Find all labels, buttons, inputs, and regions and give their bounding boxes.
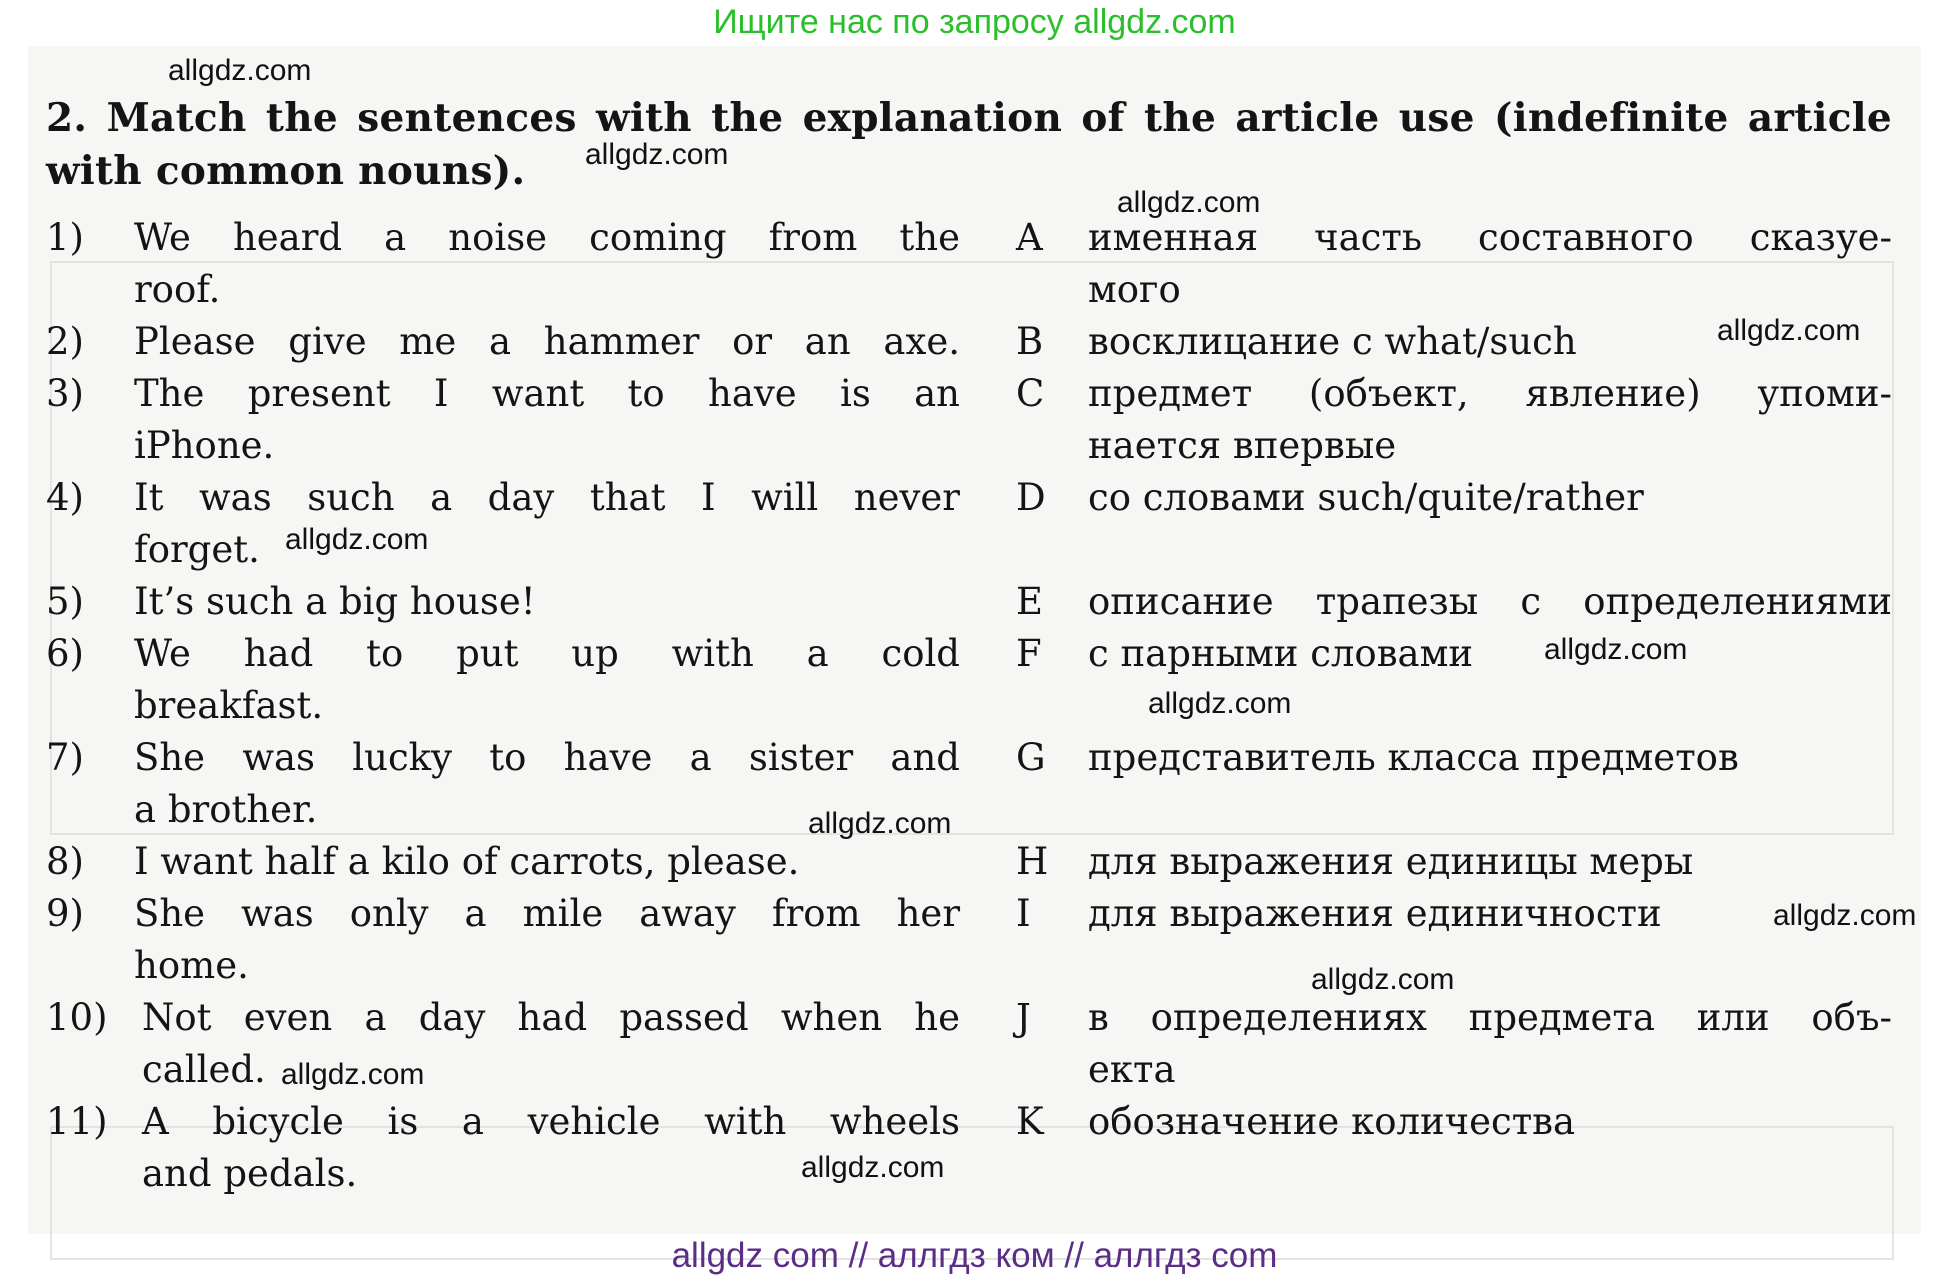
watermark: allgdz.com — [801, 1151, 945, 1184]
watermark: allgdz.com — [168, 54, 312, 87]
sentence-number: 6) — [46, 632, 84, 675]
explanation-letter: K — [1016, 1100, 1044, 1143]
watermark: allgdz.com — [285, 523, 429, 556]
watermark: allgdz.com — [1717, 314, 1861, 347]
explanation-d: со словами such/quite/rather — [1088, 476, 1644, 519]
explanation-letter: F — [1016, 632, 1042, 675]
sentence-number: 10) — [46, 996, 108, 1039]
explanation-letter: D — [1016, 476, 1046, 519]
sentence-10: Not even a day had passed when he called. — [142, 996, 960, 1091]
sentence-number: 4) — [46, 476, 84, 519]
sentence-9: She was only a mile away from her home. — [134, 892, 960, 987]
explanation-e: описание трапезы с определениями — [1088, 580, 1892, 623]
explanation-letter: B — [1016, 320, 1044, 363]
explanation-letter: H — [1016, 840, 1049, 883]
watermark: allgdz.com — [1544, 633, 1688, 666]
sentence-7: She was lucky to have a sister and a brother. — [134, 736, 960, 831]
watermark: allgdz.com — [1311, 963, 1455, 996]
sentence-11: A bicycle is a vehicle with wheels and pedals. — [142, 1100, 960, 1195]
sentence-8: I want half a kilo of carrots, please. — [134, 840, 800, 883]
explanation-a: именная часть составного сказуе- мого — [1088, 216, 1892, 311]
explanation-letter: I — [1016, 892, 1031, 935]
sentence-number: 3) — [46, 372, 84, 415]
sentence-1: We heard a noise coming from the roof. — [134, 216, 960, 311]
watermark: allgdz.com — [1117, 186, 1261, 219]
watermark: allgdz.com — [1773, 899, 1917, 932]
watermark: allgdz.com — [1148, 687, 1292, 720]
sentence-2: Please give me a hammer or an axe. — [134, 320, 960, 363]
explanation-i: для выражения единичности — [1088, 892, 1662, 935]
explanation-h: для выражения единицы меры — [1088, 840, 1694, 883]
explanation-letter: A — [1016, 216, 1043, 259]
sentence-number: 11) — [46, 1100, 108, 1143]
site-footer[interactable]: allgdz com // аллгдз ком // аллгдз com — [671, 1236, 1278, 1275]
explanation-letter: G — [1016, 736, 1046, 779]
sentence-number: 8) — [46, 840, 84, 883]
explanation-b: восклицание с what/such — [1088, 320, 1577, 363]
exercise-title: 2. Match the sentences with the explanation of the article use (indefinite article with common nouns). — [46, 95, 1892, 194]
sentence-number: 7) — [46, 736, 84, 779]
sentence-number: 5) — [46, 580, 84, 623]
sentence-3: The present I want to have is an iPhone. — [134, 372, 960, 467]
sentence-4: It was such a day that I will never forget. — [134, 476, 960, 571]
explanation-k: обозначение количества — [1088, 1100, 1576, 1143]
explanation-j: в определениях предмета или объ- екта — [1088, 996, 1892, 1091]
watermark: allgdz.com — [585, 138, 729, 171]
sentence-number: 2) — [46, 320, 84, 363]
explanation-letter: J — [1016, 996, 1031, 1039]
explanation-c: предмет (объект, явление) упоми- нается впервые — [1088, 372, 1892, 467]
explanation-letter: E — [1016, 580, 1044, 623]
explanation-letter: C — [1016, 372, 1045, 415]
watermark: allgdz.com — [281, 1058, 425, 1091]
site-banner[interactable]: Ищите нас по запросу allgdz.com — [713, 3, 1236, 41]
explanation-g: представитель класса предметов — [1088, 736, 1739, 779]
sentence-6: We had to put up with a cold breakfast. — [134, 632, 960, 727]
sentence-number: 1) — [46, 216, 84, 259]
explanation-f: с парными словами — [1088, 632, 1474, 675]
sentence-number: 9) — [46, 892, 84, 935]
watermark: allgdz.com — [808, 807, 952, 840]
sentence-5: It’s such a big house! — [134, 580, 536, 623]
